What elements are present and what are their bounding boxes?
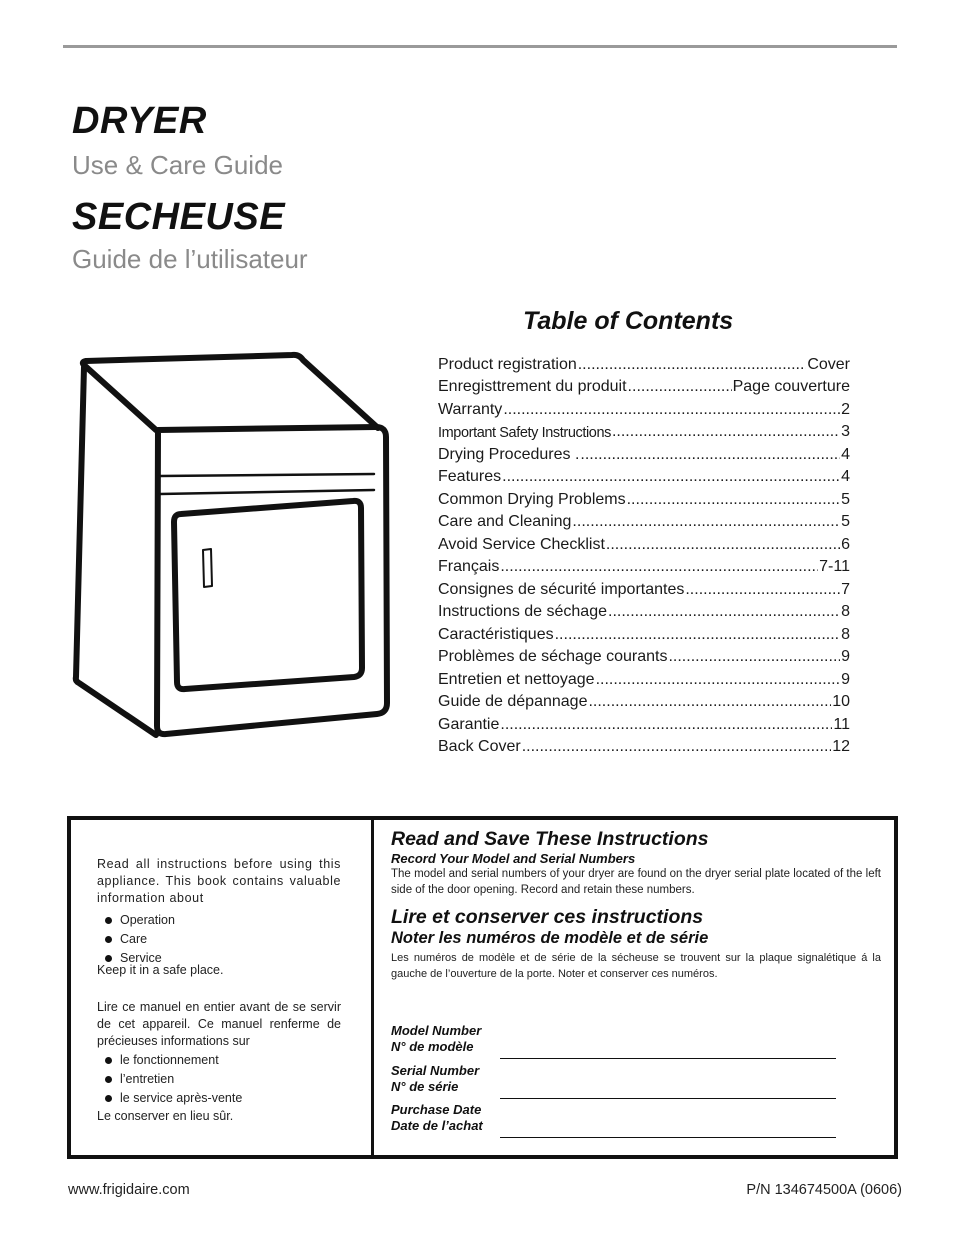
title-en: DRYER <box>72 100 207 142</box>
toc-entry-page: 12 <box>832 738 850 755</box>
toc-leader-dots <box>627 491 840 509</box>
subtitle-en: Use & Care Guide <box>72 150 283 180</box>
noter-numeros-text: Les numéros de modèle et de série de la sécheuse se trouvent sur la plaque signalétique á la gauche de l’ouverture de la porte. Noter et conserver ces numéros. <box>391 952 881 980</box>
serial-number-label: Serial Number <box>391 1063 480 1078</box>
info-box <box>67 816 898 1159</box>
lire-conserver-heading: Lire et conserver ces instructions <box>391 906 704 928</box>
list-item <box>97 930 341 949</box>
toc-entry-label: Caractéristiques <box>438 625 554 643</box>
toc-entry <box>438 351 850 374</box>
bullet-icon <box>105 917 112 924</box>
toc-entry-label: Features <box>438 468 502 485</box>
toc-entry-page: Page couverture <box>732 378 850 395</box>
top-rule <box>63 45 897 48</box>
toc-entry-label: Français <box>438 558 500 575</box>
toc-entry-page: 11 <box>833 715 850 733</box>
toc-entry-page: 4 <box>841 468 850 485</box>
toc-entry-page: 2 <box>841 400 850 418</box>
toc-entry-page: Cover <box>807 355 850 373</box>
subtitle-fr: Guide de l’utilisateur <box>72 244 308 274</box>
toc-entry <box>438 531 850 554</box>
toc-entry-page: 5 <box>841 513 850 530</box>
title-fr: SECHEUSE <box>72 196 286 238</box>
toc-entry-page: 8 <box>841 603 850 620</box>
toc-entry <box>438 486 850 509</box>
keep-safe-text: Keep it in a safe place. <box>97 963 224 977</box>
toc-entry-label: Entretien et nettoyage <box>438 670 595 688</box>
toc-entry <box>438 554 850 577</box>
bullet-icon <box>105 936 112 943</box>
read-instructions-column <box>97 856 341 1125</box>
toc-entry <box>438 396 850 419</box>
purchase-date-line <box>500 1137 836 1139</box>
toc-entry-label: Warranty <box>438 400 503 418</box>
list-item-label: Service <box>120 951 162 965</box>
bullet-icon <box>105 1095 112 1102</box>
serial-number-label-fr: N° de série <box>391 1079 459 1094</box>
purchase-date-field[interactable] <box>391 1102 871 1138</box>
record-numbers-text: The model and serial numbers of your dryer are found on the dryer serial plate located of the left side of the door opening. Record and retain these numbers. <box>391 868 881 896</box>
toc-entry-label: Garantie <box>438 715 500 733</box>
list-item-label: Operation <box>120 913 175 927</box>
toc-leader-dots <box>500 716 832 734</box>
toc-entry-label: Back Cover <box>438 738 521 755</box>
toc-entry <box>438 599 850 622</box>
toc-entry-label: Enregisttrement du produit <box>438 378 627 395</box>
purchase-date-label: Purchase Date <box>391 1102 482 1117</box>
toc-leader-dots <box>668 648 840 666</box>
toc-leader-dots <box>572 513 840 531</box>
toc-leader-dots <box>608 603 840 621</box>
record-numbers-column <box>391 828 881 982</box>
toc-entry-label: Guide de dépannage <box>438 693 588 710</box>
toc-entry-label: Important Safety Instructions <box>438 425 611 441</box>
fr-topics-list <box>97 1051 341 1108</box>
toc-entry-page: 10 <box>832 693 850 710</box>
toc-leader-dots <box>606 536 840 554</box>
toc-entry-label: Avoid Service Checklist <box>438 535 605 553</box>
bullet-icon <box>105 955 112 962</box>
toc-entry-label: Care and Cleaning <box>438 513 572 530</box>
toc-entry <box>438 666 850 689</box>
model-number-label: Model Number <box>391 1023 482 1038</box>
toc-entry <box>438 509 850 532</box>
conserver-text: Le conserver en lieu sûr. <box>97 1109 234 1123</box>
read-instructions-text: Read all instructions before using this appliance. This book contains valuable information about <box>97 857 341 905</box>
toc-entry-page: 8 <box>841 625 850 643</box>
box-divider <box>371 820 374 1155</box>
list-item <box>97 1070 341 1089</box>
website-link[interactable]: www.frigidaire.com <box>68 1182 190 1198</box>
en-topics-list <box>97 911 341 968</box>
toc-entry-page: 4 <box>841 445 850 463</box>
toc-entry-label: Common Drying Problems <box>438 490 626 508</box>
toc-leader-dots <box>503 401 840 419</box>
list-item <box>97 1051 341 1070</box>
toc-entry-page: 3 <box>841 423 850 440</box>
model-number-field[interactable] <box>391 1023 871 1059</box>
toc-entry-label: Consignes de sécurité importantes <box>438 580 685 598</box>
list-item <box>97 911 341 930</box>
toc-entry <box>438 464 850 487</box>
toc-entry-page: 5 <box>841 490 850 508</box>
toc-entry-label: Problèmes de séchage courants <box>438 648 668 665</box>
toc-entry <box>438 621 850 644</box>
toc-leader-dots <box>588 693 831 711</box>
toc-entry-page: 6 <box>841 535 850 553</box>
toc-entry-page: 9 <box>841 670 850 688</box>
bullet-icon <box>105 1057 112 1064</box>
model-number-label-fr: N° de modèle <box>391 1039 474 1054</box>
read-save-heading: Read and Save These Instructions <box>391 828 709 850</box>
model-number-line <box>500 1058 836 1060</box>
toc-leader-dots <box>685 581 840 599</box>
toc-entry <box>438 689 850 712</box>
serial-number-field[interactable] <box>391 1063 871 1099</box>
toc-heading: Table of Contents <box>523 307 734 335</box>
toc-entry <box>438 734 850 757</box>
toc-entry-page: 7 <box>841 580 850 598</box>
purchase-date-label-fr: Date de l’achat <box>391 1118 483 1133</box>
toc-leader-dots <box>628 378 732 396</box>
lire-manuel-text: Lire ce manuel en entier avant de se servir de cet appareil. Ce manuel renferme de précieuses informations sur <box>97 1000 341 1048</box>
toc-entry <box>438 711 850 734</box>
toc-leader-dots <box>522 738 832 756</box>
toc-entry-label: Product registration <box>438 355 577 373</box>
toc-entry <box>438 419 850 442</box>
part-number: P/N 134674500A (0606) <box>746 1182 902 1198</box>
toc-entry <box>438 441 850 464</box>
bullet-icon <box>105 1076 112 1083</box>
list-item-label: le fonctionnement <box>120 1053 219 1067</box>
dryer-illustration <box>70 350 396 742</box>
toc-leader-dots <box>555 626 840 644</box>
toc-leader-dots <box>580 446 840 464</box>
list-item <box>97 1089 341 1108</box>
list-item-label: le service après-vente <box>120 1091 243 1105</box>
toc-entry-label: Instructions de séchage <box>438 603 607 620</box>
noter-numeros-subheading: Noter les numéros de modèle et de série <box>391 929 709 947</box>
toc-entry-label: Drying Procedures . <box>438 445 580 463</box>
toc-leader-dots <box>612 423 840 441</box>
toc-entry <box>438 374 850 397</box>
toc-entry-page: 7-11 <box>819 558 850 575</box>
toc-leader-dots <box>596 671 841 689</box>
list-item-label: l’entretien <box>120 1072 175 1086</box>
toc-leader-dots <box>502 468 840 486</box>
table-of-contents <box>438 351 850 756</box>
toc-entry <box>438 576 850 599</box>
serial-number-line <box>500 1098 836 1100</box>
toc-leader-dots <box>578 356 807 374</box>
toc-leader-dots <box>500 558 818 576</box>
record-numbers-subheading: Record Your Model and Serial Numbers <box>391 851 636 866</box>
toc-entry-page: 9 <box>841 648 850 665</box>
toc-entry <box>438 644 850 667</box>
list-item-label: Care <box>120 932 148 946</box>
